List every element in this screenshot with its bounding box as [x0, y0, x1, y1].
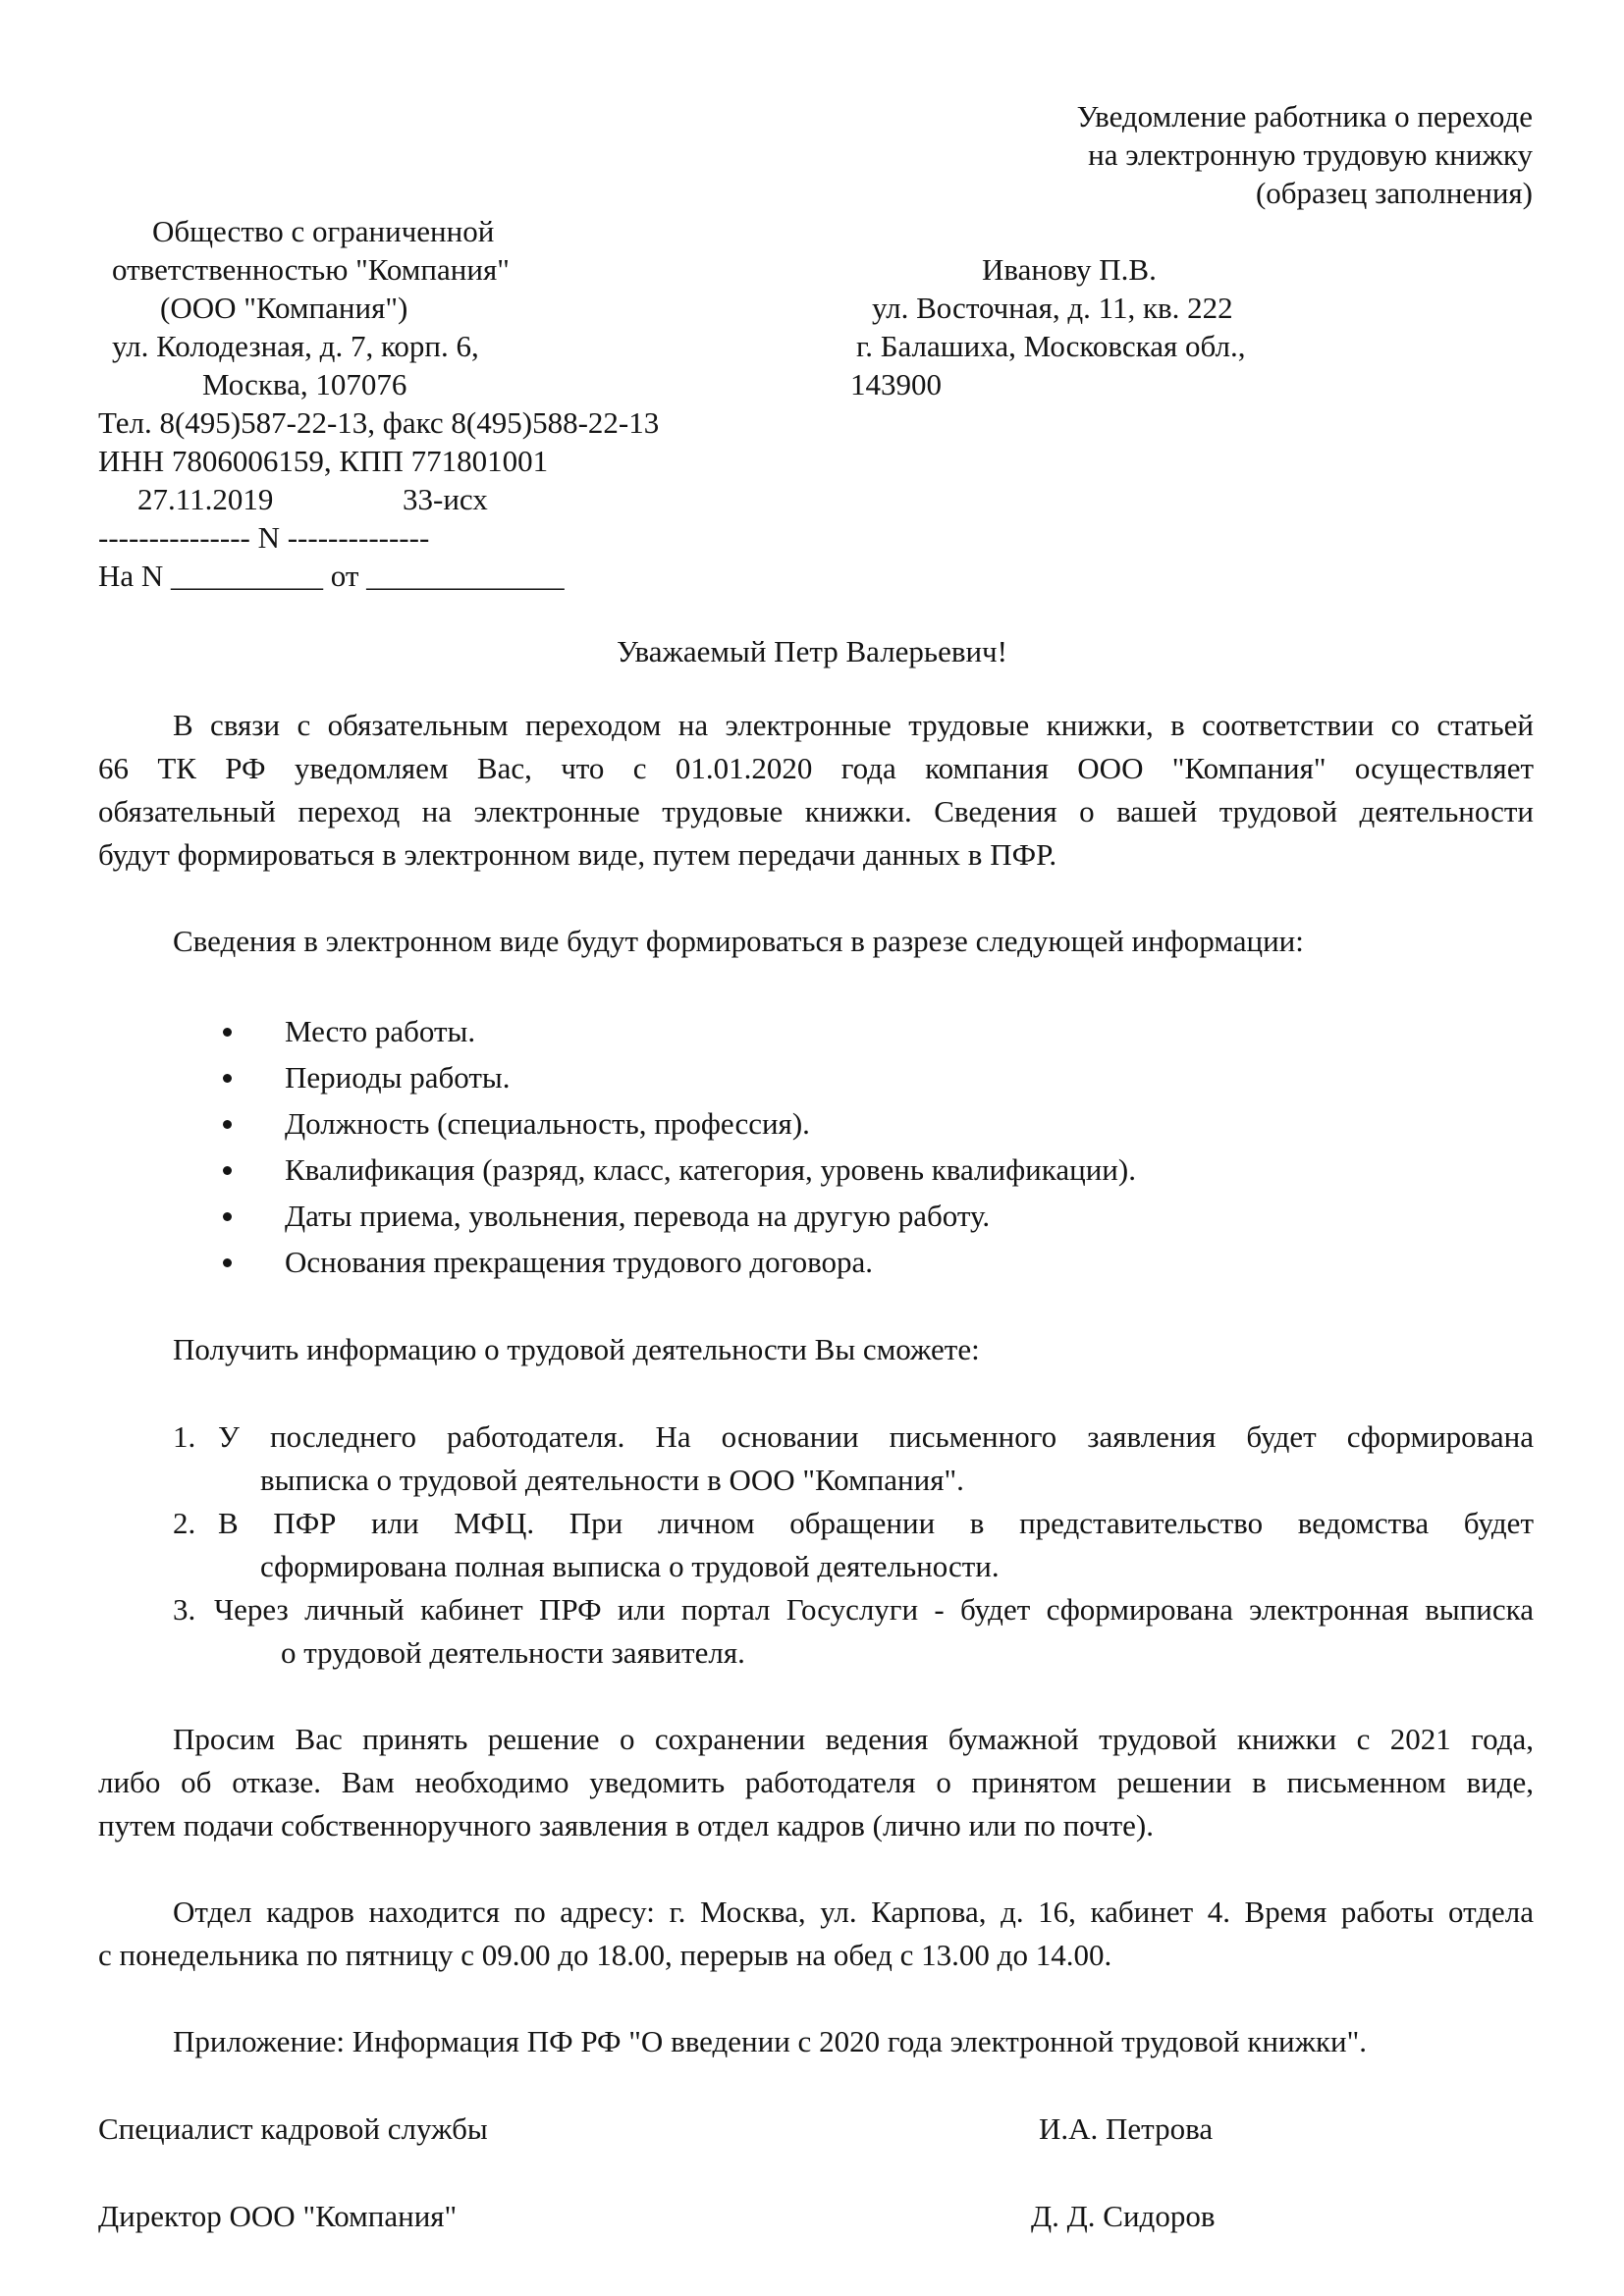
bullet-icon: [223, 1212, 232, 1221]
sender-line: ИНН 7806006159, КПП 771801001: [98, 444, 549, 478]
list-item-text: Должность (специальность, профессия).: [285, 1106, 810, 1141]
signature-name: Д. Д. Сидоров: [1031, 2199, 1216, 2233]
bullet-icon: [223, 1074, 232, 1083]
list-item-text: Даты приема, увольнения, перевода на другую работу.: [285, 1199, 991, 1233]
number-line: --------------- N --------------: [98, 520, 430, 555]
list-item-number: 2.: [173, 1506, 196, 1540]
sender-line: ответственностью "Компания": [112, 252, 510, 287]
recipient-line: г. Балашиха, Московская обл.,: [856, 329, 1246, 363]
list-item-text: о трудовой деятельности заявителя.: [281, 1635, 745, 1670]
list-item-text: Квалификация (разряд, класс, категория, уровень квалификации).: [285, 1152, 1136, 1187]
sender-line: Тел. 8(495)587-22-13, факс 8(495)588-22-13: [98, 405, 660, 440]
paragraph-line: Отдел кадров находится по адресу: г. Москва, ул. Карпова, д. 16, кабинет 4. Время работы отдела: [173, 1895, 1534, 1929]
attachment-line: Приложение: Информация ПФ РФ "О введении с 2020 года электронной трудовой книжки".: [173, 2024, 1368, 2058]
salutation: Уважаемый Петр Валерьевич!: [617, 634, 1007, 668]
paragraph-info-intro: Сведения в электронном виде будут формироваться в разрезе следующей информации:: [173, 924, 1304, 958]
bullet-icon: [223, 1166, 232, 1175]
list-item-number: 3.: [173, 1592, 196, 1627]
signature-position: Директор ООО "Компания": [98, 2199, 458, 2233]
bullet-icon: [223, 1028, 232, 1037]
list-item-text: Через личный кабинет ПРФ или портал Госуслуги - будет сформирована электронная выписка: [214, 1592, 1534, 1627]
bullet-icon: [223, 1120, 232, 1129]
sender-line: ул. Колодезная, д. 7, корп. 6,: [112, 329, 479, 363]
list-item-text: сформирована полная выписка о трудовой деятельности.: [260, 1549, 1000, 1583]
paragraph-line: с понедельника по пятницу с 09.00 до 18.00, перерыв на обед с 13.00 до 14.00.: [98, 1938, 1112, 1972]
paragraph-line: 66 ТК РФ уведомляем Вас, что с 01.01.2020 года компания ООО "Компания" осуществляет: [98, 751, 1534, 785]
paragraph-line: Просим Вас принять решение о сохранении ведения бумажной трудовой книжки с 2021 года,: [173, 1722, 1534, 1756]
header-line: Уведомление работника о переходе: [1076, 99, 1533, 133]
paragraph-line: обязательный переход на электронные трудовые книжки. Сведения о вашей трудовой деятельности: [98, 794, 1534, 828]
signature-name: И.А. Петрова: [1039, 2111, 1214, 2146]
list-item-text: Основания прекращения трудового договора.: [285, 1245, 874, 1279]
list-item-text: У последнего работодателя. На основании письменного заявления будет сформирована: [218, 1419, 1534, 1454]
list-item-text: выписка о трудовой деятельности в ООО "Компания".: [260, 1463, 964, 1497]
list-item-number: 1.: [173, 1419, 196, 1454]
signature-position: Специалист кадровой службы: [98, 2111, 488, 2146]
recipient-line: ул. Восточная, д. 11, кв. 222: [872, 291, 1233, 325]
paragraph-line: путем подачи собственноручного заявления в отдел кадров (лично или по почте).: [98, 1808, 1154, 1842]
sender-line: (ООО "Компания"): [160, 291, 408, 325]
recipient-line: 143900: [850, 367, 942, 401]
sender-line: Москва, 107076: [202, 367, 407, 401]
outgoing-date: 27.11.2019: [137, 482, 274, 516]
header-line: на электронную трудовую книжку: [1088, 137, 1533, 172]
outgoing-number: 33-исх: [403, 482, 488, 516]
list-item-text: Место работы.: [285, 1014, 476, 1048]
header-line: (образец заполнения): [1255, 176, 1533, 210]
recipient-line: Иванову П.В.: [982, 252, 1157, 287]
bullet-icon: [223, 1258, 232, 1267]
list-item-text: В ПФР или МФЦ. При личном обращении в представительство ведомства будет: [218, 1506, 1534, 1540]
paragraph-line: либо об отказе. Вам необходимо уведомить работодателя о принятом решении в письменном виде,: [98, 1765, 1534, 1799]
paragraph-line: будут формироваться в электронном виде, путем передачи данных в ПФР.: [98, 837, 1057, 872]
reference-line: На N __________ от _____________: [98, 559, 565, 593]
sender-line: Общество с ограниченной: [152, 214, 495, 248]
paragraph-access-intro: Получить информацию о трудовой деятельности Вы сможете:: [173, 1332, 980, 1366]
list-item-text: Периоды работы.: [285, 1060, 511, 1095]
paragraph-line: В связи с обязательным переходом на электронные трудовые книжки, в соответствии со статьей: [173, 708, 1534, 742]
